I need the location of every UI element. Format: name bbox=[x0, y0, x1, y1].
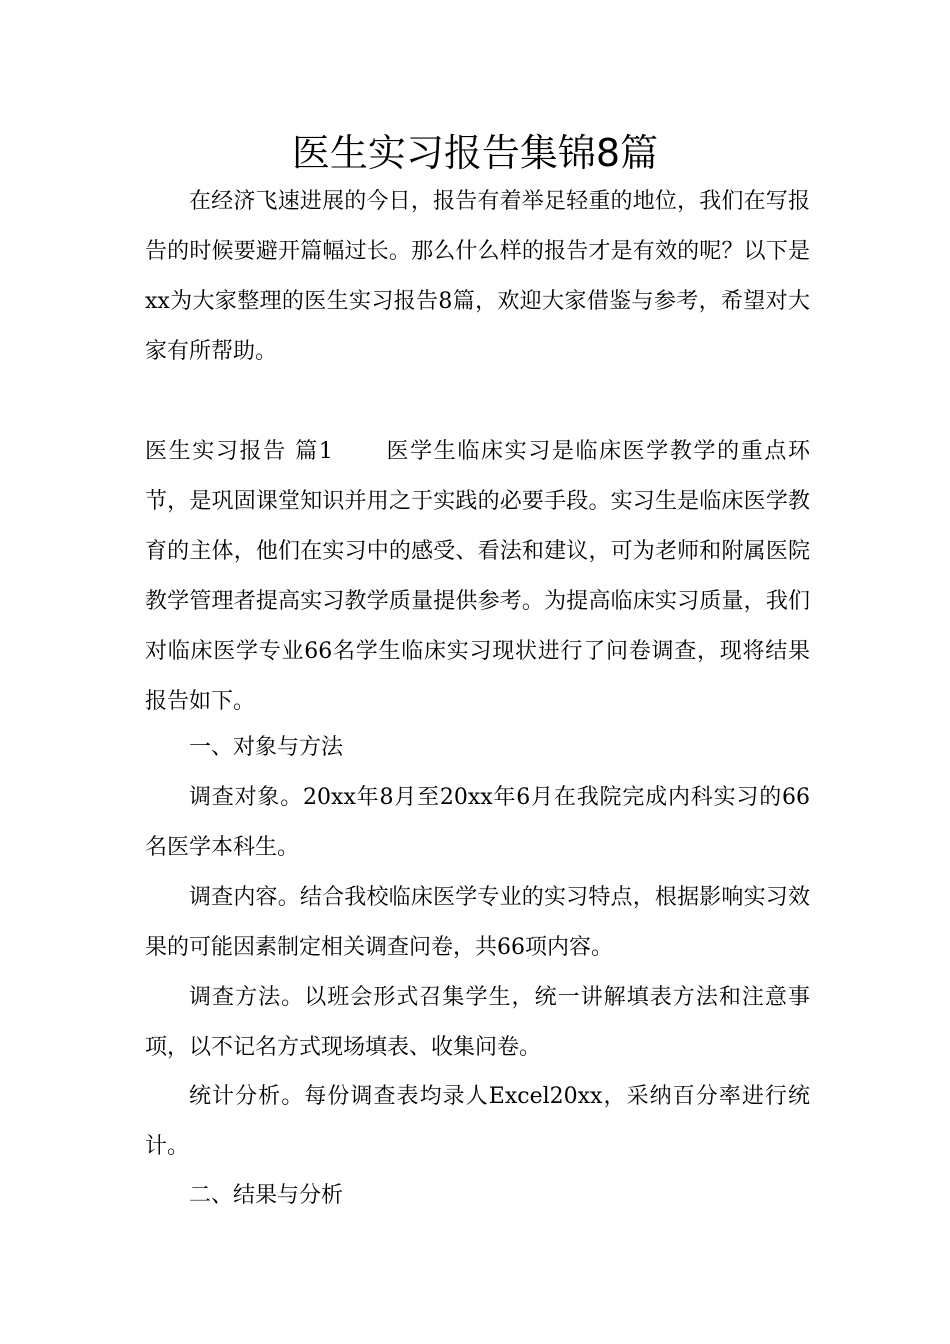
section-1-heading: 医生实习报告 篇1 bbox=[145, 439, 333, 464]
paragraph-statistics: 统计分析。每份调查表均录人Excel20xx，采纳百分率进行统计。 bbox=[145, 1084, 810, 1159]
paragraph-survey-content: 调查内容。结合我校临床医学专业的实习特点，根据影响实习效果的可能因素制定相关调查问卷，共66项内容。 bbox=[145, 885, 810, 960]
intro-paragraph: 在经济飞速进展的今日，报告有着举足轻重的地位，我们在写报告的时候要避开篇幅过长。那么什么样的报告才是有效的呢？以下是xx为大家整理的医生实习报告8篇，欢迎大家借鉴与参考，希望对大家有所帮助。 bbox=[145, 189, 810, 364]
document-title: 医生实习报告集锦8篇 bbox=[291, 131, 659, 175]
subheading-methods: 一、对象与方法 bbox=[189, 735, 344, 760]
subheading-results: 二、结果与分析 bbox=[189, 1183, 344, 1208]
section-1-body: 医学生临床实习是临床医学教学的重点环节，是巩固课堂知识并用之于实践的必要手段。实习生是临床医学教育的主体，他们在实习中的感受、看法和建议，可为老师和附属医院教学管理者提高实习教学质量提供参考。为提高临床实习质量，我们对临床医学专业66名学生临床实习现状进行了问卷调查，现将结果报告如下。 bbox=[145, 439, 810, 714]
paragraph-survey-method: 调查方法。以班会形式召集学生，统一讲解填表方法和注意事项，以不记名方式现场填表、收集问卷。 bbox=[145, 985, 810, 1060]
paragraph-survey-object: 调查对象。20xx年8月至20xx年6月在我院完成内科实习的66名医学本科生。 bbox=[145, 785, 810, 860]
section-1-paragraph bbox=[145, 427, 810, 727]
